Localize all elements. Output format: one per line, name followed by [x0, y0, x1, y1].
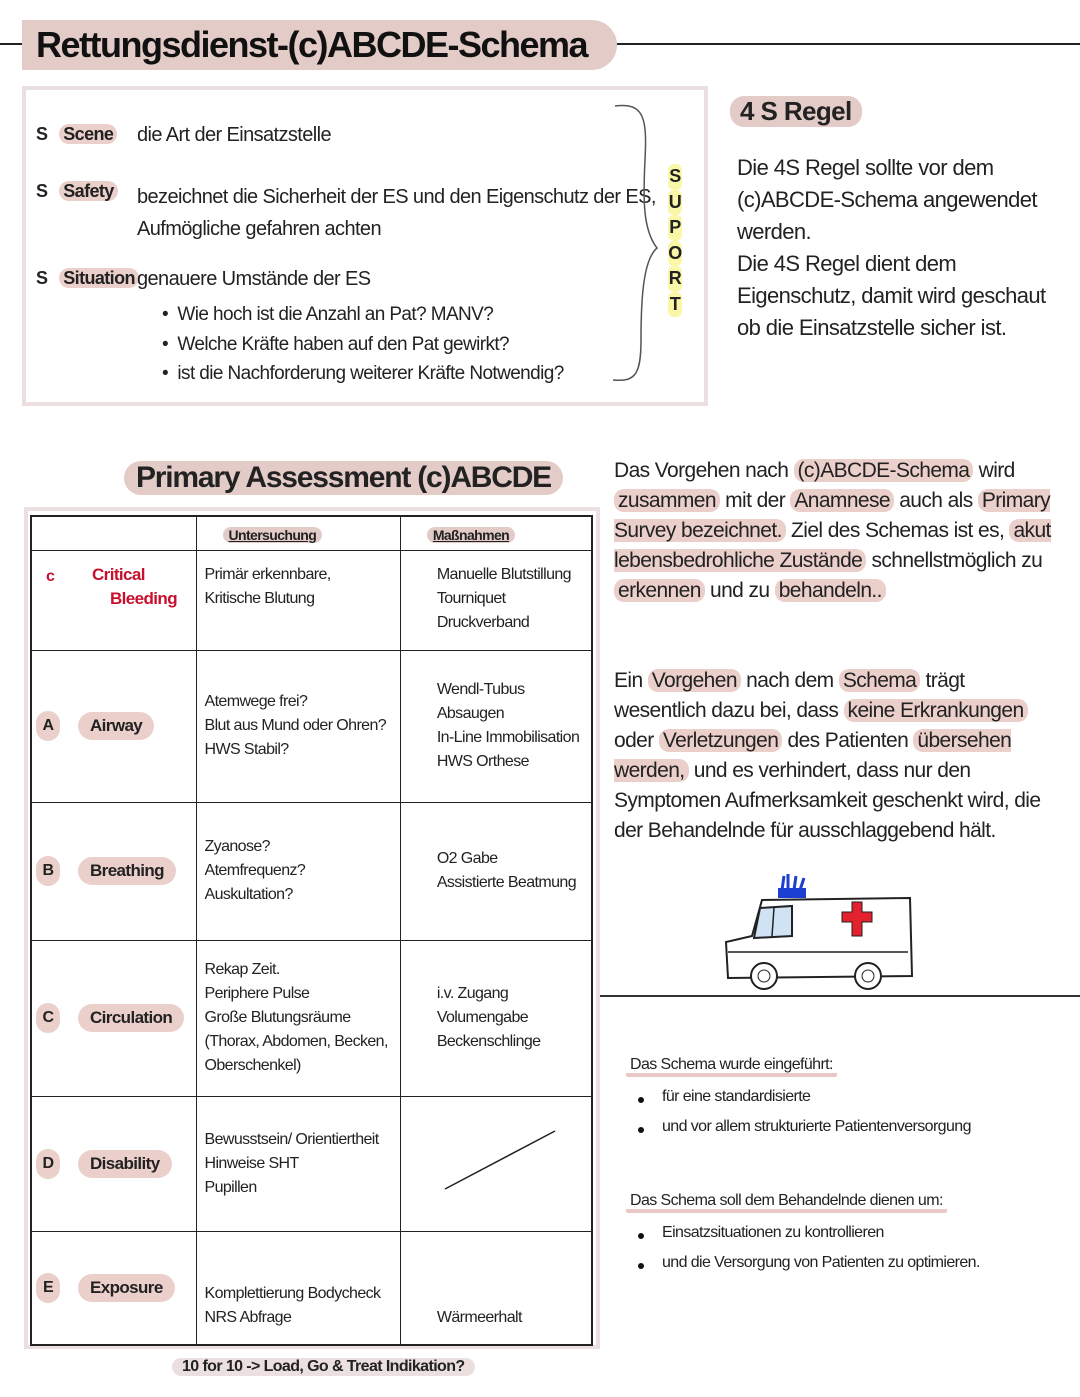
untersuchung-cell — [196, 550, 400, 650]
table-row — [31, 550, 592, 650]
step-name: Airway — [78, 712, 154, 740]
cell-line: Druckverband — [436, 613, 530, 631]
situation-label: Situation — [59, 268, 139, 288]
safety-line: Aufmögliche gefahren achten — [137, 218, 381, 240]
step-letter: B — [36, 856, 60, 886]
cell-line: Manuelle Blutstillung — [436, 565, 571, 583]
cell-line: Atemfrequenz? — [204, 862, 306, 879]
cell-line: Zyanose? — [204, 838, 270, 855]
assessment-title: Primary Assessment (c)ABCDE — [124, 461, 563, 495]
untersuchung-cell — [196, 1231, 400, 1345]
highlighted-phrase: akut lebensbedrohliche Zustände — [614, 519, 1051, 572]
untersuchung-cell — [196, 1096, 400, 1231]
introduced-section — [626, 1056, 971, 1136]
not-applicable-slash — [437, 1125, 557, 1195]
highlighted-phrase: keine Erkrankungen — [844, 699, 1028, 722]
text-segment: trägt wesentlich dazu bei, dass — [614, 669, 965, 722]
cell-line: Atemwege frei? — [204, 693, 308, 710]
text-segment: mit der — [719, 489, 791, 512]
table-row — [31, 650, 592, 802]
step-cell — [31, 550, 196, 650]
step-letter: A — [36, 711, 60, 741]
bullet: • Wie hoch ist die Anzahl an Pat? MANV? — [162, 304, 494, 325]
list-item: für eine standardisierte — [626, 1088, 971, 1106]
abcde-table — [30, 515, 593, 1346]
text-segment: Ziel des Schemas ist es, — [785, 519, 1010, 542]
cell-line: Wärmeerhalt — [436, 1309, 522, 1326]
header-massnahmen: Maßnahmen — [400, 516, 592, 550]
safety-text — [137, 181, 656, 245]
divider — [600, 995, 1080, 997]
cell-line: Kritische Blutung — [204, 589, 315, 607]
list-item: und vor allem strukturierte Patientenversorgung — [626, 1118, 971, 1136]
step-letter: E — [36, 1273, 60, 1303]
cell-line: Große Blutungsräume — [204, 1009, 351, 1026]
table-row — [31, 1096, 592, 1231]
step-name: Disability — [78, 1150, 172, 1178]
cell-line: Absaugen — [436, 705, 505, 722]
step-cell — [31, 1231, 196, 1345]
curly-brace-icon — [605, 100, 665, 390]
highlighted-phrase: (c)ABCDE-Schema — [794, 459, 974, 482]
cell-line: Oberschenkel) — [204, 1057, 301, 1074]
scene-label: Scene — [59, 124, 117, 144]
massnahmen-cell — [400, 550, 592, 650]
row-safety — [36, 181, 118, 202]
step-letter: c — [46, 567, 55, 585]
cell-line: O2 Gabe — [436, 850, 498, 867]
cell-line: NRS Abfrage — [204, 1309, 292, 1326]
cell-line: Beckenschlinge — [436, 1033, 541, 1050]
s-letter: S — [36, 124, 48, 144]
step-cell — [31, 1096, 196, 1231]
highlighted-phrase: Schema — [839, 669, 920, 692]
text-segment: Ein — [614, 669, 648, 692]
s-letter: S — [36, 268, 48, 288]
step-name: Bleeding — [110, 588, 177, 608]
text-segment: nach dem — [740, 669, 839, 692]
highlighted-phrase: behandeln.. — [775, 579, 886, 602]
text-segment: und zu — [704, 579, 775, 602]
rule-title: 4 S Regel — [730, 96, 862, 127]
massnahmen-cell — [400, 650, 592, 802]
massnahmen-cell — [400, 940, 592, 1096]
paragraph-benefits — [614, 666, 1054, 846]
massnahmen-cell — [400, 1096, 592, 1231]
step-name: Circulation — [78, 1004, 184, 1032]
cell-line: Pupillen — [204, 1178, 257, 1196]
cell-line: Bewusstsein/ Orientiertheit — [204, 1130, 379, 1148]
s-letter: S — [36, 181, 48, 201]
text-segment: schnellstmöglich zu — [866, 549, 1043, 572]
table-row — [31, 940, 592, 1096]
row-scene — [36, 124, 117, 145]
cell-line: Primär erkennbare, — [204, 565, 331, 583]
table-row — [31, 802, 592, 940]
footer-note: 10 for 10 -> Load, Go & Treat Indikation? — [172, 1358, 475, 1376]
step-cell — [31, 940, 196, 1096]
page-title: Rettungsdienst-(c)ABCDE-Schema — [22, 20, 617, 70]
introduced-heading: Das Schema wurde eingeführt: — [626, 1056, 837, 1077]
bullet: • Welche Kräfte haben auf den Pat gewirkt? — [162, 333, 510, 355]
cell-line: Wendl-Tubus — [436, 681, 525, 698]
massnahmen-cell — [400, 802, 592, 940]
table-row — [31, 1231, 592, 1345]
highlighted-phrase: erkennen — [614, 579, 705, 602]
list-item: und die Versorgung von Patienten zu optimieren. — [626, 1254, 980, 1272]
text-segment: Das Vorgehen nach — [614, 459, 794, 482]
cell-line: Rekap Zeit. — [204, 961, 280, 978]
cell-line: HWS Stabil? — [204, 741, 289, 758]
highlighted-phrase: Anamnese — [790, 489, 894, 512]
step-name: Critical — [92, 564, 145, 584]
cell-line: Assistierte Beatmung — [436, 874, 576, 891]
highlighted-phrase: Primary Survey bezeichnet. — [614, 489, 1050, 542]
ambulance-icon — [722, 872, 917, 992]
text-segment: auch als — [893, 489, 978, 512]
untersuchung-cell — [196, 650, 400, 802]
safety-line: bezeichnet die Sicherheit der ES und den Eigenschutz der ES, — [137, 186, 656, 208]
text-segment: und es verhindert, dass nur den Symptomen Aufmerksamkeit geschenkt wird, die der Behandelnde für ausschlaggebend hält. — [614, 759, 1041, 842]
cell-line: Periphere Pulse — [204, 985, 310, 1002]
purpose-heading: Das Schema soll dem Behandelnde dienen um: — [626, 1192, 947, 1213]
text-segment: wird — [973, 459, 1015, 482]
untersuchung-cell — [196, 802, 400, 940]
situation-text: genauere Umstände der ES — [137, 268, 371, 290]
cell-line: In-Line Immobilisation — [436, 729, 580, 746]
header-empty — [31, 516, 196, 550]
bullet: • ist die Nachforderung weiterer Kräfte Notwendig? — [162, 363, 564, 384]
massnahmen-cell — [400, 1231, 592, 1345]
step-name: Breathing — [78, 857, 176, 885]
step-cell — [31, 802, 196, 940]
cell-line: i.v. Zugang — [436, 985, 509, 1002]
cell-line: HWS Orthese — [436, 753, 529, 770]
step-letter: D — [36, 1149, 60, 1179]
step-cell — [31, 650, 196, 802]
paragraph-primary-survey — [614, 456, 1054, 606]
step-letter: C — [36, 1003, 60, 1033]
untersuchung-cell — [196, 940, 400, 1096]
rule-text: Die 4S Regel sollte vor dem (c)ABCDE-Schema angewendet werden. Die 4S Regel dient dem Eigenschutz, damit wird geschaut ob die Einsatzstelle sicher ist. — [737, 155, 1046, 340]
row-situation — [36, 268, 139, 289]
cell-line: Volumengabe — [436, 1009, 529, 1026]
highlighted-phrase: übersehen werden, — [614, 729, 1012, 782]
header-untersuchung: Untersuchung — [196, 516, 400, 550]
suport-acronym: S U P O R T — [668, 164, 682, 317]
cell-line: Hinweise SHT — [204, 1154, 299, 1172]
cell-line: (Thorax, Abdomen, Becken, — [204, 1033, 388, 1050]
table-header — [31, 516, 592, 550]
highlighted-phrase: Verletzungen — [659, 729, 782, 752]
text-segment: des Patienten — [782, 729, 914, 752]
highlighted-phrase: Vorgehen — [648, 669, 741, 692]
scene-text: die Art der Einsatzstelle — [137, 124, 331, 146]
step-name: Exposure — [78, 1274, 175, 1302]
text-segment: oder — [614, 729, 659, 752]
list-item: Einsatzsituationen zu kontrollieren — [626, 1224, 980, 1242]
highlighted-phrase: zusammen — [614, 489, 720, 512]
cell-line: Auskultation? — [204, 886, 293, 903]
cell-line: Komplettierung Bodycheck — [204, 1285, 381, 1302]
cell-line: Blut aus Mund oder Ohren? — [204, 717, 387, 734]
safety-label: Safety — [59, 181, 117, 201]
situation-bullets — [162, 300, 564, 389]
cell-line: Tourniquet — [436, 589, 506, 607]
purpose-section — [626, 1192, 980, 1272]
